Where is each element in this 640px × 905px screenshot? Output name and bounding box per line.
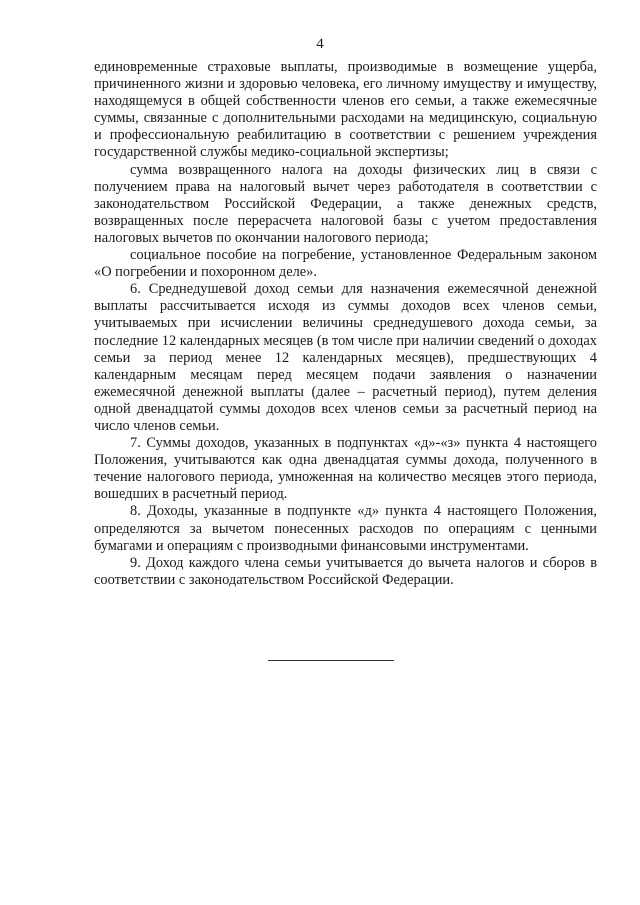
paragraph-returned-tax: сумма возвращенного налога на доходы физических лиц в связи с получением права на налоговый вычет через работодателя в соответствии с законодательством Российской Федерации, а также денежных средств, возвращенных после перерасчета налоговой базы с учетом предоставления налоговых вычетов по окончании налогового периода; [94,161,597,246]
paragraph-clause-9: 9. Доход каждого члена семьи учитывается до вычета налогов и сборов в соответствии с законодательством Российской Федерации. [94,554,597,588]
paragraph-clause-7: 7. Суммы доходов, указанных в подпунктах «д»-«з» пункта 4 настоящего Положения, учитываются как одна двенадцатая суммы дохода, полученного в течение налогового периода, умноженная на количество месяцев этого периода, вошедших в расчетный период. [94,435,597,503]
end-of-document-rule [268,660,394,661]
paragraph-burial-allowance: социальное пособие на погребение, установленное Федеральным законом «О погребении и похоронном деле». [94,247,597,281]
paragraph-clause-6: 6. Среднедушевой доход семьи для назначения ежемесячной денежной выплаты рассчитывается исходя из суммы доходов всех членов семьи, учитываемых при исчислении величины среднедушевого дохода семьи, за последние 12 календарных месяцев (в том числе при наличии сведений о доходах семьи за период менее 12 календарных месяцев), предшествующих 4 календарным месяцам перед месяцем подачи заявления о назначении ежемесячной денежной выплаты (далее – расчетный период), путем деления одной двенадцатой суммы доходов всех членов семьи за расчетный период на число членов семьи. [94,281,597,434]
paragraph-clause-8: 8. Доходы, указанные в подпункте «д» пункта 4 настоящего Положения, определяются за вычетом понесенных расходов по операциям с ценными бумагами и операциям с производными финансовыми инструментами. [94,503,597,554]
page-number: 4 [316,36,324,52]
document-body [94,59,597,589]
paragraph-insurance-payments: единовременные страховые выплаты, производимые в возмещение ущерба, причиненного жизни и здоровью человека, его личному имуществу и имуществу, находящемуся в общей собственности членов его семьи, а также ежемесячные суммы, связанные с дополнительными расходами на медицинскую, социальную и профессиональную реабилитацию в соответствии с решением учреждения государственной службы медико-социальной экспертизы; [94,59,597,161]
